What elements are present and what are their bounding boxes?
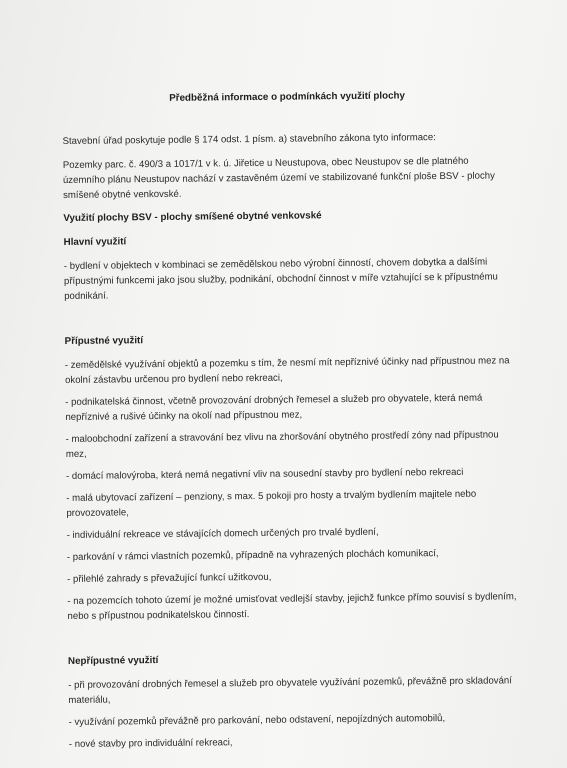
parcel-paragraph: Pozemky parc. č. 490/3 a 1017/1 v k. ú. Jiřetice u Neustupova, obec Neustupov se dle platného územního plánu Neustupov nachází v zastavěném území ve stabilizované funkční ploše BSV - plochy smíšené obytné venkovské. bbox=[62, 155, 495, 201]
permitted-usage-heading: Přípustné využití bbox=[64, 335, 144, 347]
list-item: - nové stavby pro individuální rekreaci, bbox=[68, 737, 233, 750]
main-usage-heading: Hlavní využití bbox=[63, 236, 127, 248]
list-item: - parkování v rámci vlastních pozemků, případně na vyhrazených plochách komunikací, bbox=[66, 548, 439, 563]
usage-section-heading: Využití plochy BSV - plochy smíšené obytné venkovské bbox=[63, 210, 322, 224]
list-item: - maloobchodní zařízení a stravování bez vlivu na zhoršování obytného prostředí zóny nad přípustnou mez, bbox=[65, 429, 499, 460]
list-item: - domácí malovýroba, která nemá negativní vliv na sousední stavby pro bydlení nebo rekreaci bbox=[65, 466, 464, 482]
list-item: - využívání pozemků převážně pro parkování, nebo odstavení, nepojízdných automobilů, bbox=[68, 713, 446, 728]
list-item: - malá ubytovací zařízení – penziony, s max. 5 pokoji pro hosty a trvalým bydlením majitele nebo provozovatele, bbox=[66, 488, 477, 519]
list-item: - zemědělské využívání objektů a pozemku s tím, že nesmí mít nepříznivé účinky nad přípustnou mez na okolní zástavbu určenou pro bydlení nebo rekreaci, bbox=[64, 355, 510, 386]
main-usage-text: - bydlení v objektech v kombinaci se zemědělskou nebo výrobní činností, chovem dobytka a dalšími přípustnými funkcemi jako jsou služby, podnikání, obchodní činnost v míře vztahující se k přípustnému podnikání. bbox=[63, 256, 498, 302]
forbidden-usage-heading: Nepřípustné využití bbox=[67, 655, 159, 667]
intro-paragraph: Stavební úřad poskytuje podle § 174 odst. 1 písm. a) stavebního zákona tyto informace: bbox=[62, 132, 436, 147]
list-item: - přilehlé zahrady s převažující funkcí užitkovou, bbox=[67, 571, 272, 585]
document-title: Předběžná informace o podmínkách využití plochy bbox=[169, 90, 405, 104]
list-item: - při provozování drobných řemesel a služeb pro obyvatele využívání pozemků, převážně pro skladování materiálu, bbox=[68, 675, 512, 706]
permitted-usage-list bbox=[65, 353, 518, 624]
forbidden-usage-list bbox=[68, 673, 519, 752]
document-body bbox=[62, 85, 519, 759]
list-item: - podnikatelská činnost, včetně provozování drobných řemesel a služeb pro obyvatele, která nemá nepříznivé a rušivé účinky na okolí nad přípustnou mez, bbox=[65, 392, 483, 423]
list-item: - individuální rekreace ve stávajících domech určených pro trvalé bydlení, bbox=[66, 526, 379, 541]
list-item: - na pozemcích tohoto území je možné umisťovat vedlejší stavby, jejichž funkce přímo souvisí s bydlením, nebo s přípustnou podnikatelskou činností. bbox=[67, 591, 517, 622]
